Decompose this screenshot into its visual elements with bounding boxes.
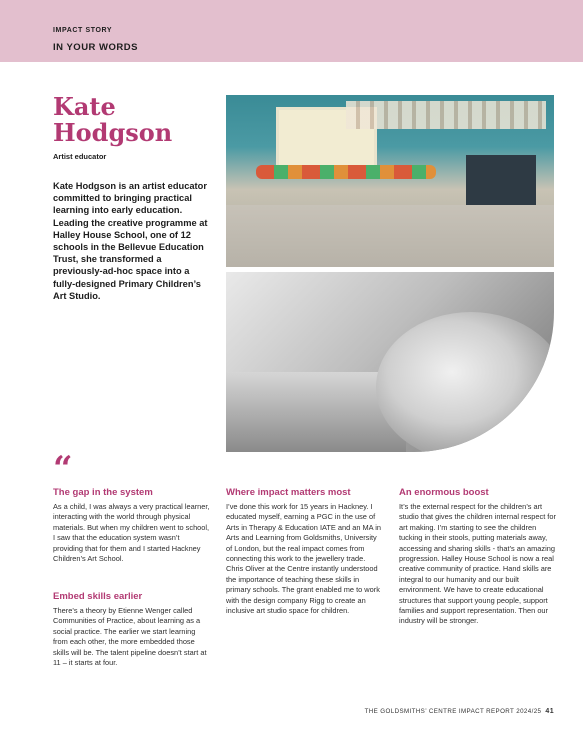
heading-gap-in-system: The gap in the system (53, 487, 153, 498)
text-gap-in-system: As a child, I was always a very practical learner, interacting with the world through physical materials. But when my children went to school, I saw that the education system wasn’t providing that for them and I started Hackney Children’s Art School. (53, 502, 210, 564)
kicker-label: IMPACT STORY (53, 27, 113, 34)
profile-role: Artist educator (53, 152, 107, 161)
photo-bunting (346, 101, 546, 129)
text-embed-skills: There’s a theory by Etienne Wenger called Communities of Practice, about learning as a social practice. The earlier we start learning from each other, the more embedded those skills will be. The talent pipeline doesn’t start at 11 – it starts at four. (53, 606, 207, 668)
footer (365, 708, 554, 715)
heading-enormous-boost: An enormous boost (399, 487, 489, 498)
profile-intro: Kate Hodgson is an artist educator committed to bringing practical learning into early education. Leading the creative programme at Halley House School, one of 12 schools in the Bellevue Education Trust, she transformed a previously-ad-hoc space into a fully-designed Primary Children’s Art Studio. (53, 181, 208, 301)
jewellery-bench-photo (226, 272, 554, 452)
photo-person (376, 312, 554, 452)
text-where-impact: I’ve done this work for 15 years in Hackney. I educated myself, earning a PGC in the use of Arts in Therapy & Education IATE and an MA in Arts and Learning from Goldsmiths, University of London, but the real impact comes from connecting this work to the jewellery trade. Chris Oliver at the Centre instantly understood the importance of teaching these skills in primary schools. The grant enabled me to work with the design company Rigg to create an inclusive art studio space for children. (226, 502, 382, 616)
profile-name: Kate Hodgson (53, 92, 173, 147)
photo-stools (256, 165, 436, 179)
page-number: 41 (545, 708, 554, 715)
heading-where-impact: Where impact matters most (226, 487, 351, 498)
art-studio-classroom-photo (226, 95, 554, 267)
footer-report-title: THE GOLDSMITHS’ CENTRE IMPACT REPORT 2024/25 (364, 708, 542, 715)
quote-mark-icon: “ (53, 449, 73, 489)
heading-embed-skills: Embed skills earlier (53, 591, 143, 602)
text-enormous-boost: It’s the external respect for the children’s art studio that gives the children internal respect for art making. I’m starting to see the children tucking in their stools, putting materials away, accessing and sharing skills - that’s an amazing progression. Halley House School is now a real creative community of practice. Hand skills are integral to our humanity and our built environment. We have to create educational structures that support young people, support families and support representation. Then our industry will be stronger. (399, 502, 556, 626)
photo-table (226, 205, 554, 267)
section-title: IN YOUR WORDS (53, 42, 138, 53)
